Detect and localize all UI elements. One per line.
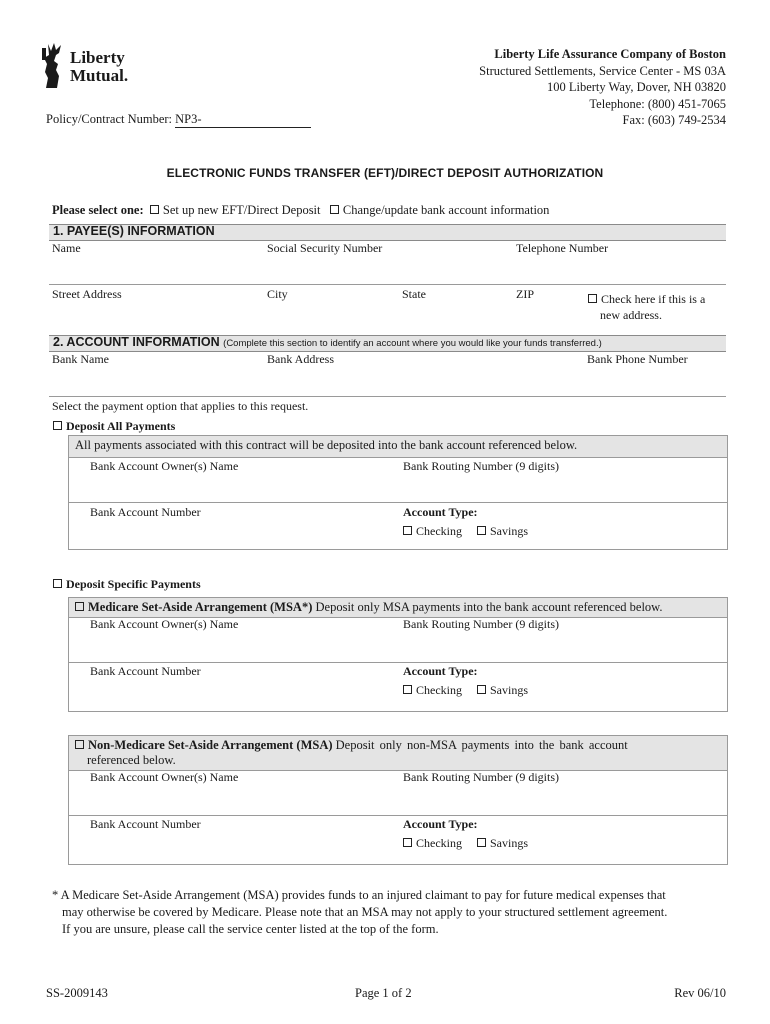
- company-address-block: [479, 46, 726, 129]
- msa-label: Medicare Set-Aside Arrangement (MSA*): [88, 600, 313, 614]
- company-name: Liberty Life Assurance Company of Boston: [494, 47, 726, 61]
- telephone-label: Telephone Number: [516, 241, 609, 255]
- deposit-specific-checkbox[interactable]: [53, 579, 62, 588]
- zip-label: ZIP: [516, 287, 534, 301]
- footnote: [52, 887, 667, 938]
- policy-number-row: [46, 112, 311, 128]
- section2-subtitle: (Complete this section to identify an account where you would like your funds transferred.): [223, 338, 602, 349]
- change-bank-label: Change/update bank account information: [342, 203, 550, 217]
- account-type-options: [403, 683, 528, 698]
- savings-checkbox[interactable]: [477, 526, 486, 535]
- account-number-label: Bank Account Number: [90, 505, 201, 519]
- account-type-label: Account Type:: [403, 664, 478, 678]
- routing-label: Bank Routing Number (9 digits): [403, 617, 559, 631]
- section2-title: 2. ACCOUNT INFORMATION: [53, 335, 220, 349]
- bank-phone-label: Bank Phone Number: [587, 352, 688, 366]
- non-msa-bar: [69, 736, 727, 771]
- msa-checkbox[interactable]: [75, 602, 84, 611]
- non-msa-checkbox[interactable]: [75, 740, 84, 749]
- checking-checkbox[interactable]: [403, 526, 412, 535]
- payee-name-label: Name: [52, 241, 81, 255]
- account-number-label: Bank Account Number: [90, 817, 201, 831]
- city-label: City: [267, 287, 288, 301]
- change-bank-checkbox[interactable]: [330, 205, 339, 214]
- non-msa-description-2: referenced below.: [87, 753, 176, 767]
- select-option-text: Select the payment option that applies to this request.: [52, 399, 309, 413]
- non-msa-description: Deposit only non-MSA payments into the bank account: [335, 738, 628, 752]
- account-type-label: Account Type:: [403, 817, 478, 831]
- new-address-label-1: Check here if this is a: [601, 292, 706, 306]
- street-label: Street Address: [52, 287, 122, 301]
- state-label: State: [402, 287, 426, 301]
- routing-label: Bank Routing Number (9 digits): [403, 459, 559, 473]
- savings-label: Savings: [490, 836, 529, 850]
- deposit-all-description: All payments associated with this contract will be deposited into the bank account referenced below.: [75, 438, 578, 452]
- divider: [49, 396, 726, 397]
- divider: [49, 284, 726, 285]
- footnote-line-3: If you are unsure, please call the service center listed at the top of the form.: [62, 922, 439, 936]
- checking-checkbox[interactable]: [403, 838, 412, 847]
- msa-row: [75, 600, 663, 615]
- policy-label: Policy/Contract Number:: [46, 112, 173, 126]
- fax: Fax: (603) 749-2534: [622, 113, 726, 127]
- owner-name-label: Bank Account Owner(s) Name: [90, 770, 239, 784]
- logo-text-mutual: Mutual.: [70, 66, 129, 85]
- account-number-label: Bank Account Number: [90, 664, 201, 678]
- non-msa-box: [68, 735, 728, 865]
- section1-title: 1. PAYEE(S) INFORMATION: [53, 224, 215, 238]
- checking-label: Checking: [416, 524, 462, 538]
- select-one-label: Please select one:: [52, 203, 144, 217]
- deposit-all-label: Deposit All Payments: [66, 419, 176, 433]
- new-address-row: [588, 291, 705, 323]
- revision: Rev 06/10: [674, 986, 726, 1000]
- select-one-row: [52, 203, 549, 218]
- deposit-all-description-bar: [69, 436, 727, 458]
- deposit-specific-label: Deposit Specific Payments: [66, 577, 201, 591]
- savings-label: Savings: [490, 683, 529, 697]
- logo-text-liberty: Liberty: [70, 48, 125, 67]
- form-id: SS-2009143: [46, 986, 108, 1000]
- new-eft-checkbox[interactable]: [150, 205, 159, 214]
- bank-name-label: Bank Name: [52, 352, 109, 366]
- deposit-all-row: [53, 419, 175, 434]
- non-msa-label: Non-Medicare Set-Aside Arrangement (MSA): [88, 738, 333, 752]
- page-number: Page 1 of 2: [355, 986, 412, 1000]
- account-type-options: [403, 836, 528, 851]
- deposit-all-box: [68, 435, 728, 550]
- divider: [69, 815, 727, 816]
- checking-label: Checking: [416, 836, 462, 850]
- address-line-2: 100 Liberty Way, Dover, NH 03820: [546, 80, 726, 94]
- form-title: ELECTRONIC FUNDS TRANSFER (EFT)/DIRECT DEPOSIT AUTHORIZATION: [166, 166, 604, 180]
- statue-of-liberty-icon: [40, 42, 68, 90]
- routing-label: Bank Routing Number (9 digits): [403, 770, 559, 784]
- section2-title-row: [53, 335, 602, 349]
- telephone: Telephone: (800) 451-7065: [589, 96, 726, 111]
- ssn-label: Social Security Number: [267, 241, 383, 255]
- bank-address-label: Bank Address: [267, 352, 334, 366]
- logo: [40, 42, 140, 92]
- account-type-label: Account Type:: [403, 505, 478, 519]
- divider: [69, 502, 727, 503]
- account-type-options: [403, 524, 528, 539]
- divider: [69, 662, 727, 663]
- msa-bar: [69, 598, 727, 618]
- policy-number-field[interactable]: NP3-: [175, 112, 311, 128]
- deposit-all-checkbox[interactable]: [53, 421, 62, 430]
- deposit-specific-row: [53, 577, 201, 592]
- checking-checkbox[interactable]: [403, 685, 412, 694]
- owner-name-label: Bank Account Owner(s) Name: [90, 459, 239, 473]
- footnote-line-1: * A Medicare Set-Aside Arrangement (MSA) provides funds to an injured claimant to pay for future medical expenses that: [52, 888, 666, 902]
- new-address-checkbox[interactable]: [588, 294, 597, 303]
- non-msa-row: [75, 738, 721, 768]
- savings-checkbox[interactable]: [477, 685, 486, 694]
- footnote-line-2: may otherwise be covered by Medicare. Please note that an MSA may not apply to your structured settlement agreement.: [62, 905, 668, 919]
- address-line-1: Structured Settlements, Service Center - MS 03A: [479, 63, 726, 78]
- checking-label: Checking: [416, 683, 462, 697]
- new-eft-label: Set up new EFT/Direct Deposit: [162, 203, 321, 217]
- owner-name-label: Bank Account Owner(s) Name: [90, 617, 239, 631]
- msa-description: Deposit only MSA payments into the bank account referenced below.: [315, 600, 663, 614]
- new-address-label-2: new address.: [600, 308, 662, 322]
- savings-label: Savings: [490, 524, 529, 538]
- savings-checkbox[interactable]: [477, 838, 486, 847]
- msa-box: [68, 597, 728, 712]
